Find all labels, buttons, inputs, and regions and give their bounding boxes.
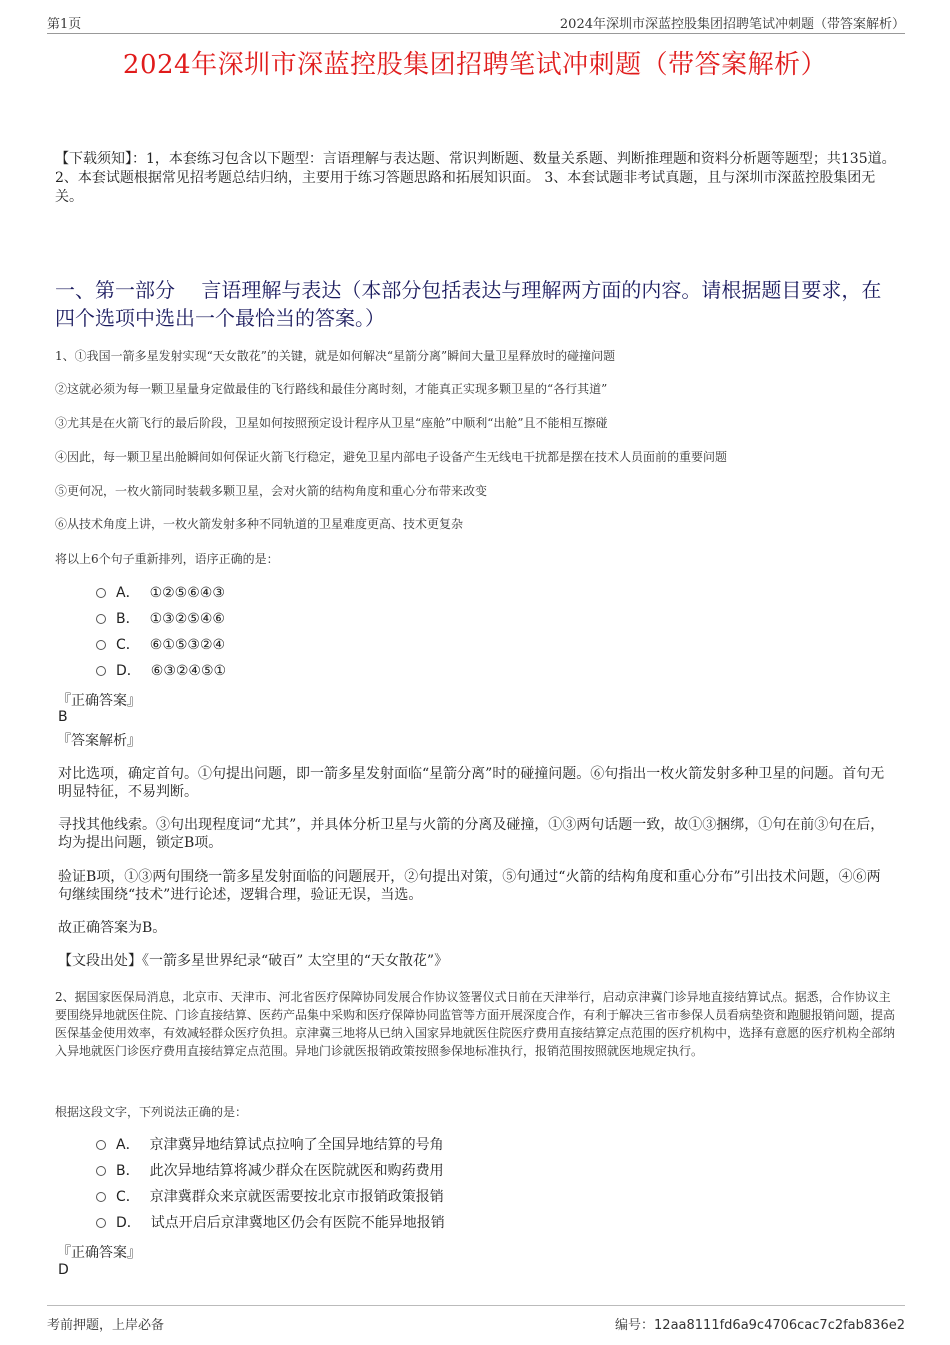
q1-source: 【文段出处】《一箭多星世界纪录“破百” 太空里的“天女散花”》 [58,953,449,969]
radio-icon[interactable] [96,640,106,650]
q1-option-c[interactable]: C． ⑥①⑤③②④ [96,635,225,655]
footer-slogan: 考前押题，上岸必备 [47,1318,165,1333]
q1-answer-label: 『正确答案』 [57,693,141,709]
q2-answer: D [58,1262,69,1278]
radio-icon[interactable] [96,1218,106,1228]
q1-analysis-paragraph: 验证B项，①③两句围绕一箭多星发射面临的问题展开，②句提出对策，⑤句通过“火箭的结构角度和重心分布”引出技术问题，④⑥两句继续围绕“技术”进行论述，逻辑合理，验证无误，当选。 [58,869,881,903]
q1-sentence: ⑥从技术角度上讲，一枚火箭发射多种不同轨道的卫星难度更高、技术更复杂 [55,517,464,531]
page-footer [47,1305,905,1336]
q2-prompt: 根据这段文字，下列说法正确的是： [55,1105,248,1119]
page-number: 第1页 [47,17,82,32]
q1-sentence: ⑤更何况，一枚火箭同时装载多颗卫星，会对火箭的结构角度和重心分布带来改变 [55,484,488,498]
q1-sentence: ④因此，每一颗卫星出舱瞬间如何保证火箭飞行稳定，避免卫星内部电子设备产生无线电干扰都是摆在技术人员面前的重要问题 [55,450,728,464]
q1-sentence: ②这就必须为每一颗卫星量身定做最佳的飞行路线和最佳分离时刻，才能真正实现多颗卫星的“各行其道” [55,382,608,396]
q1-option-a[interactable]: A． ①②⑤⑥④③ [96,583,225,603]
radio-icon[interactable] [96,1140,106,1150]
q2-option-b[interactable]: B． 此次异地结算将减少群众在医院就医和购药费用 [96,1161,444,1181]
q2-option-c[interactable]: C． 京津冀群众来京就医需要按北京市报销政策报销 [96,1187,444,1207]
q1-analysis-paragraph: 寻找其他线索。③句出现程度词“尤其”，并具体分析卫星与火箭的分离及碰撞，①③两句话题一致，故①③捆绑，①句在前③句在后，均为提出问题，锁定B项。 [58,817,885,851]
q1-option-b[interactable]: B． ①③②⑤④⑥ [96,609,225,629]
q1-option-d[interactable]: D． ⑥③②④⑤① [96,661,226,681]
q1-analysis-label: 『答案解析』 [57,733,141,749]
q1-sentence: 1、①我国一箭多星发射实现“天女散花”的关键，就是如何解决“星箭分离”瞬间大量卫星释放时的碰撞问题 [55,349,616,363]
q1-analysis-paragraph: 故正确答案为B。 [58,920,167,936]
q1-prompt: 将以上6个句子重新排列，语序正确的是： [55,552,279,566]
q1-sentence: ③尤其是在火箭飞行的最后阶段，卫星如何按照预定设计程序从卫星“座舱”中顺利“出舱”且不能相互擦碰 [55,416,608,430]
q1-analysis-paragraph: 对比选项，确定首句。①句提出问题，即一箭多星发射面临“星箭分离”时的碰撞问题。⑥句指出一枚火箭发射多种卫星的问题。首句无明显特征，不易判断。 [58,766,885,800]
q2-option-a[interactable]: A． 京津冀异地结算试点拉响了全国异地结算的号角 [96,1135,444,1155]
radio-icon[interactable] [96,666,106,676]
download-notice: 【下载须知】：1，本套练习包含以下题型：言语理解与表达题、常识判断题、数量关系题、判断推理题和资料分析题等题型；共135道。 2、本套试题根据常见招考题总结归纳，主要用于练习答题思路和拓展知识面。 3、本套试题非考试真题，且与深圳市深蓝控股集团无关。 [55,151,896,205]
q2-option-d[interactable]: D． 试点开启后京津冀地区仍会有医院不能异地报销 [96,1213,445,1233]
document-title: 2024年深圳市深蓝控股集团招聘笔试冲刺题（带答案解析） [122,50,828,80]
radio-icon[interactable] [96,588,106,598]
radio-icon[interactable] [96,1166,106,1176]
q1-answer: B [58,709,68,725]
footer-code-value: 12aa8111fd6a9c4706cac7c2fab836e2 [654,1318,905,1333]
radio-icon[interactable] [96,1192,106,1202]
radio-icon[interactable] [96,614,106,624]
section-heading: 一、第一部分 言语理解与表达（本部分包括表达与理解两方面的内容。请根据题目要求，在四个选项中选出一个最恰当的答案。） [55,278,882,330]
q2-text: 2、据国家医保局消息，北京市、天津市、河北省医疗保障协同发展合作协议签署仪式日前在天津举行，启动京津冀门诊异地直接结算试点。据悉，合作协议主要围绕异地就医住院、门诊直接结算、医药产品集中采购和医疗保障协同监管等方面开展深度合作，有利于解决三省市参保人员看病垫资和跑腿报销问题，提高医保基金使用效率，有效减轻群众医疗负担。京津冀三地将从已纳入国家异地就医住院医疗费用直接结算定点范围的医疗机构中，选择有意愿的医疗机构全部纳入异地就医门诊医疗费用直接结算定点范围。异地门诊就医报销政策按照参保地标准执行，报销范围按照就医地规定执行。 [55,990,896,1058]
footer-code [615,1314,905,1333]
q2-answer-label: 『正确答案』 [57,1245,141,1261]
header-doc-title: 2024年深圳市深蓝控股集团招聘笔试冲刺题（带答案解析） [559,17,905,32]
footer-code-label: 编号： [615,1318,655,1333]
page-header [47,13,905,34]
